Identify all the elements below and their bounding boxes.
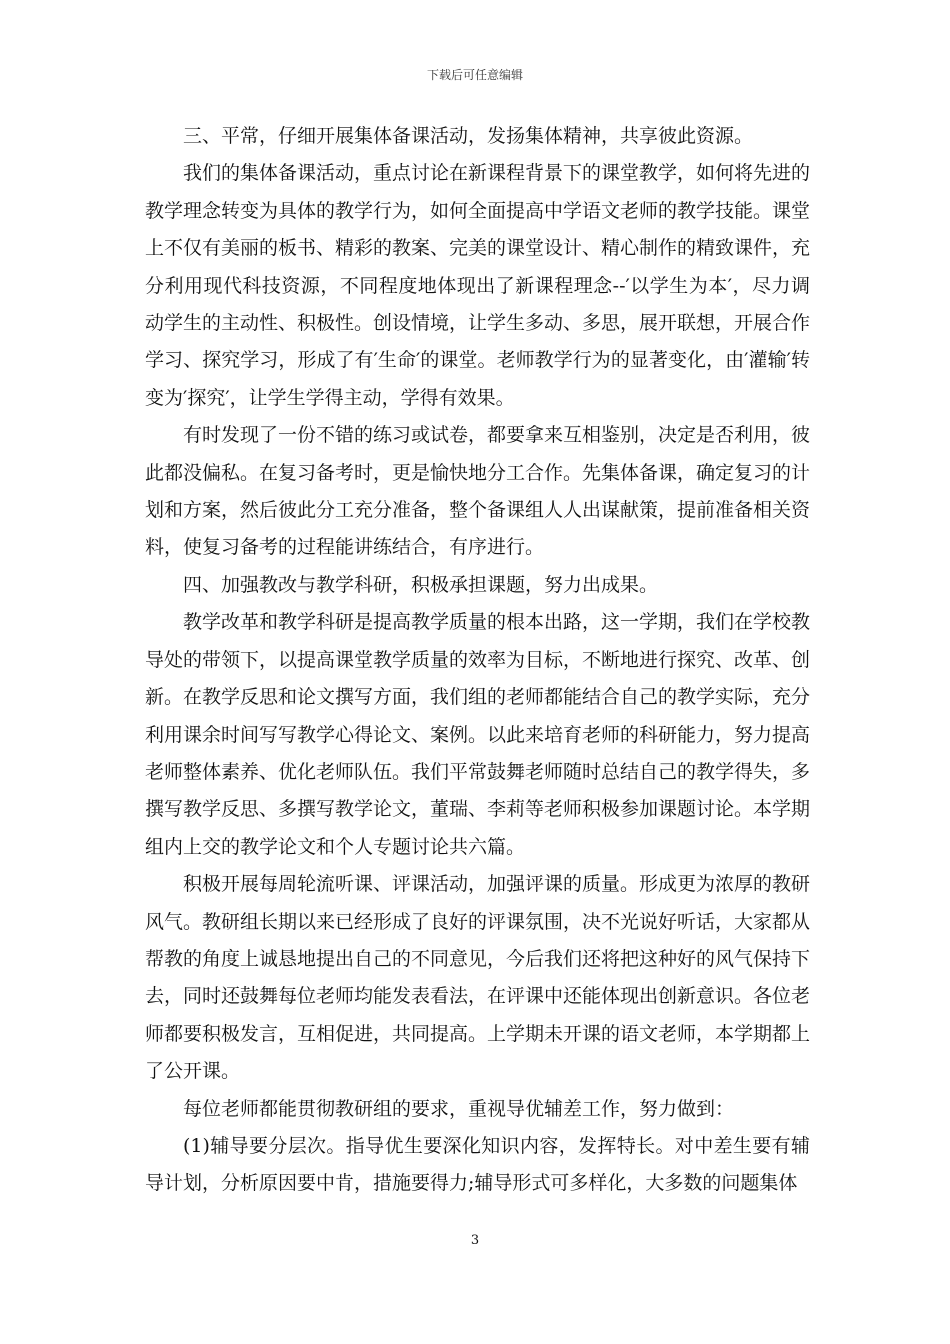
- section-heading-three: 三、平常，仔细开展集体备课活动，发扬集体精神，共享彼此资源。: [183, 125, 754, 147]
- section-heading-four: 四、加强教改与教学科研，积极承担课题，努力出成果。: [183, 573, 659, 596]
- paragraph-teaching-research: 教学改革和教学科研是提高教学质量的根本出路，这一学期，我们在学校教导处的带领下，以提高课堂教学质量的效率为目标，不断地进行探究、改革、创新。在教学反思和论文撰写方面，我们组的老师都能结合自己的教学实际，充分利用课余时间写写教学心得论文、案例。以此来培育老师的科研能力，努力提高老师整体素养、优化老师队伍。我们平常鼓舞老师随时总结自己的教学得失，多撰写教学反思、多撰写教学论文，董瑞、李莉等老师积极参加课题讨论。本学期组内上交的教学论文和个人专题讨论共六篇。: [145, 611, 811, 858]
- paragraph-tutoring-requirements: 每位老师都能贯彻教研组的要求，重视导优辅差工作，努力做到：: [183, 1097, 735, 1120]
- paragraph-collective-lesson-prep: 我们的集体备课活动，重点讨论在新课程背景下的课堂教学，如何将先进的教学理念转变为具体的教学行为，如何全面提高中学语文老师的教学技能。课堂上不仅有美丽的板书、精彩的教案、完美的课堂设计、精心制作的精致课件，充分利用现代科技资源，不同程度地体现出了新课程理念--′以学生为本′，尽力调动学生的主动性、积极性。创设情境，让学生多动、多思，展开联想，开展合作学习、探究学习，形成了有′生命′的课堂。老师教学行为的显著变化，由′灌输′转变为′探究′，让学生学得主动，学得有效果。: [145, 162, 811, 409]
- page-header: 下载后可任意编辑: [426, 68, 523, 82]
- paragraph-lesson-observation: 积极开展每周轮流听课、评课活动，加强评课的质量。形成更为浓厚的教研风气。教研组长期以来已经形成了良好的评课氛围，决不光说好听话，大家都从帮教的角度上诚恳地提出自己的不同意见，今后我们还将把这种好的风气保持下去，同时还鼓舞每位老师均能发表看法，在评课中还能体现出创新意识。各位老师都要积极发言，互相促进，共同提高。上学期未开课的语文老师，本学期都上了公开课。: [145, 873, 811, 1083]
- page-number: 3: [470, 1233, 480, 1248]
- document-body: [145, 118, 810, 1203]
- paragraph-exercise-sharing: 有时发现了一份不错的练习或试卷，都要拿来互相鉴别，决定是否利用，彼此都没偏私。在复习备考时，更是愉快地分工合作。先集体备课，确定复习的计划和方案，然后彼此分工充分准备，整个备课组人人出谋献策，提前准备相关资料，使复习备考的过程能讲练结合，有序进行。: [145, 424, 811, 559]
- paragraph-tutoring-levels: (1)辅导要分层次。指导优生要深化知识内容，发挥特长。对中差生要有辅导计划，分析原因要中肯，措施要得力;辅导形式可多样化，大多数的问题集体: [145, 1134, 810, 1195]
